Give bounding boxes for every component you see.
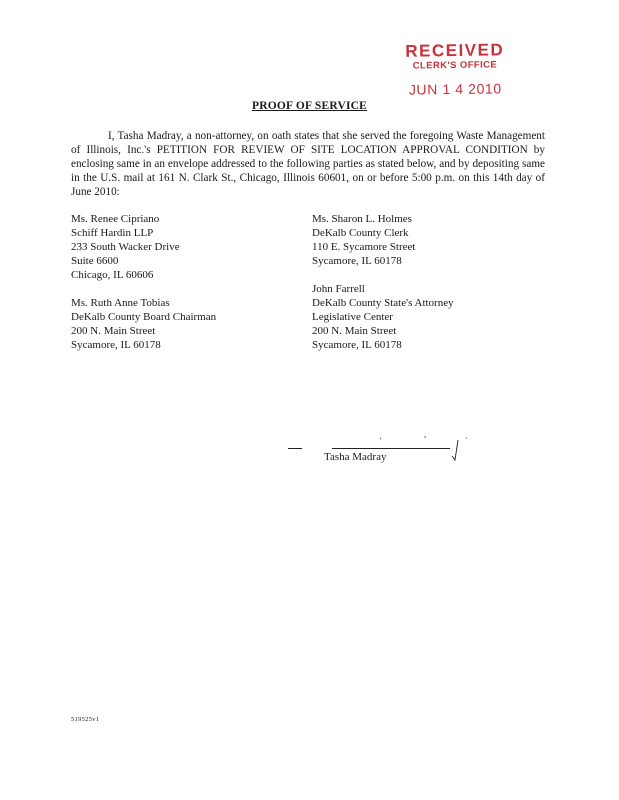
address-line: 200 N. Main Street	[312, 325, 397, 337]
address-line: Schiff Hardin LLP	[71, 227, 154, 239]
address-line: John Farrell	[312, 283, 365, 295]
signature-dash	[288, 448, 302, 449]
signature-stroke-icon	[450, 438, 464, 462]
recipient-address-block	[312, 212, 415, 268]
address-line: Ms. Renee Cipriano	[71, 213, 160, 225]
signer-name: Tasha Madray	[324, 451, 387, 463]
address-line: Sycamore, IL 60178	[312, 339, 402, 351]
address-line: Ms. Sharon L. Holmes	[312, 213, 412, 225]
signature-mark: `	[465, 436, 468, 446]
address-line: Sycamore, IL 60178	[312, 255, 402, 267]
address-line: Sycamore, IL 60178	[71, 339, 161, 351]
address-line: Chicago, IL 60606	[71, 269, 154, 281]
recipient-address-block	[71, 296, 216, 352]
address-line: 110 E. Sycamore Street	[312, 241, 416, 253]
received-stamp	[395, 41, 516, 98]
signature-line	[332, 448, 450, 449]
stamp-received-text: RECEIVED	[405, 40, 505, 61]
stamp-clerks-office-text: CLERK'S OFFICE	[412, 59, 498, 72]
document-id: 519525v1	[71, 716, 100, 723]
signature-mark: '	[380, 436, 382, 446]
address-line: 200 N. Main Street	[71, 325, 156, 337]
recipient-address-block	[71, 212, 180, 282]
address-line: DeKalb County Clerk	[312, 227, 409, 239]
address-line: Ms. Ruth Anne Tobias	[71, 297, 170, 309]
address-line: Legislative Center	[312, 311, 393, 323]
page-title: PROOF OF SERVICE	[251, 100, 368, 112]
service-statement: I, Tasha Madray, a non-attorney, on oath states that she served the foregoing Waste Management of Illinois, Inc.'s PETITION FOR REVIEW OF SITE LOCATION APPROVAL CONDITION by enclosing same in an envelope addressed to the following parties as stated below, and by depositing same in the U.S. mail at 161 N. Clark St., Chicago, Illinois 60601, on or before 5:00 p.m. on this 14th day of June 2010:	[71, 130, 545, 198]
address-line: DeKalb County Board Chairman	[71, 311, 217, 323]
address-line: 233 South Wacker Drive	[71, 241, 180, 253]
stamp-date: JUN 1 4 2010	[408, 80, 502, 98]
address-line: DeKalb County State's Attorney	[312, 297, 454, 309]
signature-mark: ,	[424, 429, 427, 439]
address-line: Suite 6600	[71, 255, 119, 267]
recipient-address-block	[312, 282, 454, 352]
